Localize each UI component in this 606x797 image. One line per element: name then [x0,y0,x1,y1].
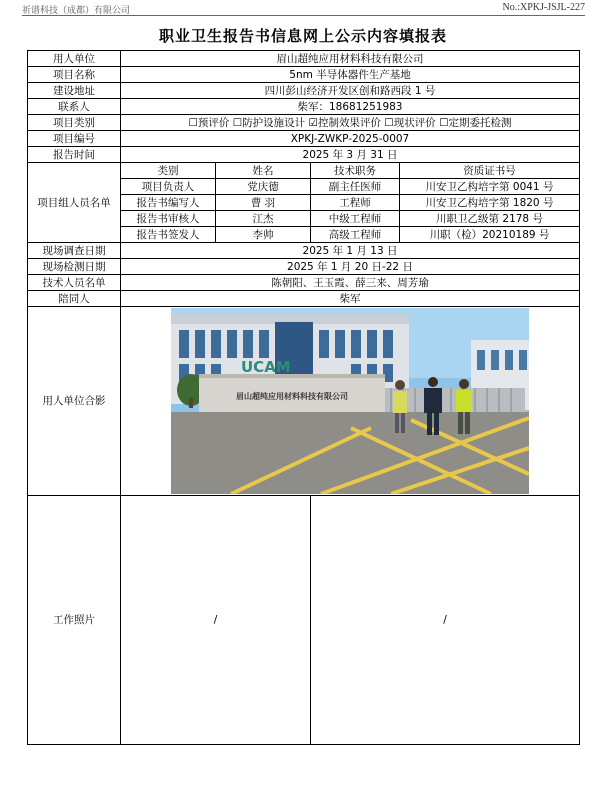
checkbox-protection-design[interactable]: ☐ [232,116,243,129]
row-project-name [28,67,580,83]
option-status-eval[interactable]: ☐现状评价 [384,116,436,129]
member-title: 副主任医师 [311,179,400,195]
value-report-time: 2025 年 3 月 31 日 [121,147,580,163]
label-employer: 用人单位 [28,51,121,67]
member-name: 江杰 [216,211,311,227]
label-work-photos: 工作照片 [28,496,121,745]
row-group-photo [28,307,580,496]
team-header-title: 技术职务 [311,163,400,179]
option-protection-design[interactable]: ☐防护设施设计 [232,116,306,129]
label-survey-date: 现场调查日期 [28,243,121,259]
member-cert: 川职卫乙级第 2178 号 [400,211,580,227]
work-photo-right: / [311,496,580,745]
label-group-photo: 用人单位合影 [28,307,121,496]
checkbox-status-eval[interactable]: ☐ [384,116,394,129]
member-name: 曹 羽 [216,195,311,211]
sign-text: 眉山超纯应用材料科技有限公司 [236,392,348,401]
label-team: 项目组人员名单 [28,163,121,243]
value-category [121,115,580,131]
row-address [28,83,580,99]
option-control-effect[interactable]: ☑控制效果评价 [308,116,381,129]
row-contact [28,99,580,115]
label-tech-staff: 技术人员名单 [28,275,121,291]
member-role: 报告书编写人 [121,195,216,211]
member-cert: 川安卫乙构培字第 0041 号 [400,179,580,195]
sign-logo: UCAM [241,358,291,376]
page-title: 职业卫生报告书信息网上公示内容填报表 [158,27,447,45]
member-role: 项目负责人 [121,179,216,195]
member-title: 高级工程师 [311,227,400,243]
value-address: 四川彭山经济开发区创和路西段 1 号 [121,83,580,99]
row-work-photos [28,496,580,745]
value-project-no: XPKJ-ZWKP-2025-0007 [121,131,580,147]
header-doc-number: No.:XPKJ-JSJL-227 [502,2,585,13]
label-contact: 联系人 [28,99,121,115]
row-tech-staff [28,275,580,291]
team-header-role: 类别 [121,163,216,179]
label-category: 项目类别 [28,115,121,131]
member-role: 报告书签发人 [121,227,216,243]
member-title: 中级工程师 [311,211,400,227]
row-employer [28,51,580,67]
label-address: 建设地址 [28,83,121,99]
value-tech-staff: 陈朝阳、王玉霞、薛三来、周芳瑜 [121,275,580,291]
team-header-cert: 资质证书号 [400,163,580,179]
checkbox-periodic-test[interactable]: ☐ [439,116,449,129]
label-project-no: 项目编号 [28,131,121,147]
member-name: 党庆德 [216,179,311,195]
row-category [28,115,580,131]
checkbox-pre-eval[interactable]: ☐ [188,116,198,129]
team-header-name: 姓名 [216,163,311,179]
info-form-table [27,50,580,745]
label-escort: 陪同人 [28,291,121,307]
checkbox-control-effect[interactable]: ☑ [308,116,318,129]
member-role: 报告书审核人 [121,211,216,227]
value-escort: 柴军 [121,291,580,307]
header-company: 祈谱科技（成都）有限公司 [22,6,131,16]
work-photo-left: / [121,496,311,745]
row-survey-date [28,243,580,259]
option-pre-eval[interactable]: ☐预评价 [188,116,230,129]
label-project-name: 项目名称 [28,67,121,83]
member-name: 李帅 [216,227,311,243]
value-contact: 柴军：18681251983 [121,99,580,115]
row-escort [28,291,580,307]
page-header [0,0,606,17]
value-survey-date: 2025 年 1 月 13 日 [121,243,580,259]
label-test-date: 现场检测日期 [28,259,121,275]
row-report-time [28,147,580,163]
label-report-time: 报告时间 [28,147,121,163]
value-test-date: 2025 年 1 月 20 日-22 日 [121,259,580,275]
header-divider [22,15,585,16]
member-cert: 川职（检）20210189 号 [400,227,580,243]
group-photo [171,308,529,494]
member-cert: 川安卫乙构培字第 1820 号 [400,195,580,211]
member-title: 工程师 [311,195,400,211]
team-header-row [28,163,580,179]
row-project-no [28,131,580,147]
group-photo-cell [121,307,580,496]
group-photo-image [171,308,529,494]
value-project-name: 5nm 半导体器件生产基地 [121,67,580,83]
option-periodic-test[interactable]: ☐定期委托检测 [439,116,512,129]
value-employer: 眉山超纯应用材料科技有限公司 [121,51,580,67]
row-test-date [28,259,580,275]
